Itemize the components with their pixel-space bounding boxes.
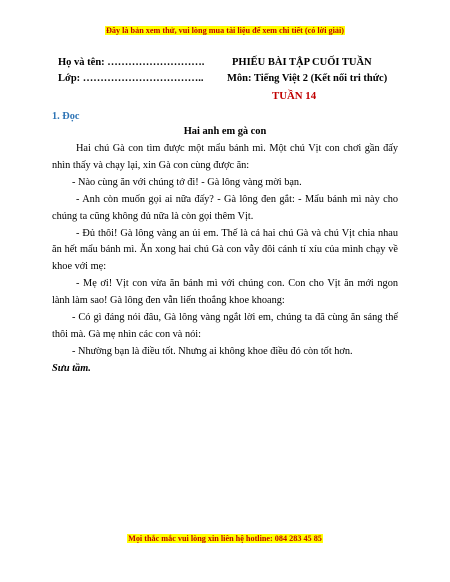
- story-paragraph: Hai chú Gà con tìm được một mẩu bánh mì. Một chú Vịt con chơi gần đấy nhìn thấy và chạy lại, xin Gà con cùng được ăn:: [52, 143, 398, 171]
- story-paragraph: - Có gì đáng nói đâu, Gà lông vàng ngắt lời em, chúng ta đã cùng ăn sáng thế thôi mà. Gà mẹ nhìn các con và nói:: [52, 312, 398, 340]
- week-label: TUẦN 14: [272, 90, 317, 102]
- preview-notice-banner: [0, 26, 450, 35]
- story-body: [52, 141, 398, 378]
- student-name-field: Họ và tên: ……………………….: [58, 57, 205, 68]
- story-title: Hai anh em gà con: [183, 126, 267, 137]
- story-paragraph: - Nhường bạn là điều tốt. Nhưng ai không khoe điều đó còn tốt hơn.: [72, 345, 353, 357]
- story-source: Sưu tầm.: [52, 362, 91, 374]
- story-paragraph: - Mẹ ơi! Vịt con vừa ăn bánh mì với chúng con. Con cho Vịt ăn mới ngon lành làm sao! Gà lông đen vẫn liến thoắng khoe khoang:: [52, 278, 398, 307]
- worksheet-title: PHIẾU BÀI TẬP CUỐI TUẦN: [232, 57, 372, 68]
- story-paragraph: - Nào cùng ăn với chúng tớ đi! - Gà lông vàng mời bạn.: [72, 176, 302, 188]
- hotline-banner: [0, 534, 450, 543]
- subject-label: Môn: Tiếng Việt 2 (Kết nối tri thức): [227, 73, 388, 84]
- class-field: Lớp: ……………………………..: [58, 73, 204, 84]
- section-heading-reading: 1. Đọc: [52, 111, 80, 122]
- hotline-text: Mọi thắc mắc vui lòng xin liên hệ hotline: 084 283 45 85: [128, 534, 322, 543]
- story-paragraph: - Đủ thôi! Gà lông vàng an ủi em. Thế là cả hai chú Gà và chú Vịt chia nhau ăn hết mẩu bánh mì. Ăn xong hai chú Gà con vẫy đôi cánh tí xíu của mình chạy về khoe với mẹ:: [52, 227, 398, 273]
- preview-notice-text: Đây là bản xem thử, vui lòng mua tài liệu để xem chi tiết (có lời giải): [105, 26, 344, 35]
- story-paragraph: - Anh còn muốn gọi ai nữa đấy? - Gà lông đen gắt: - Mẩu bánh mì này cho chúng ta cũng không đủ nữa là còn gọi thêm Vịt.: [52, 193, 398, 222]
